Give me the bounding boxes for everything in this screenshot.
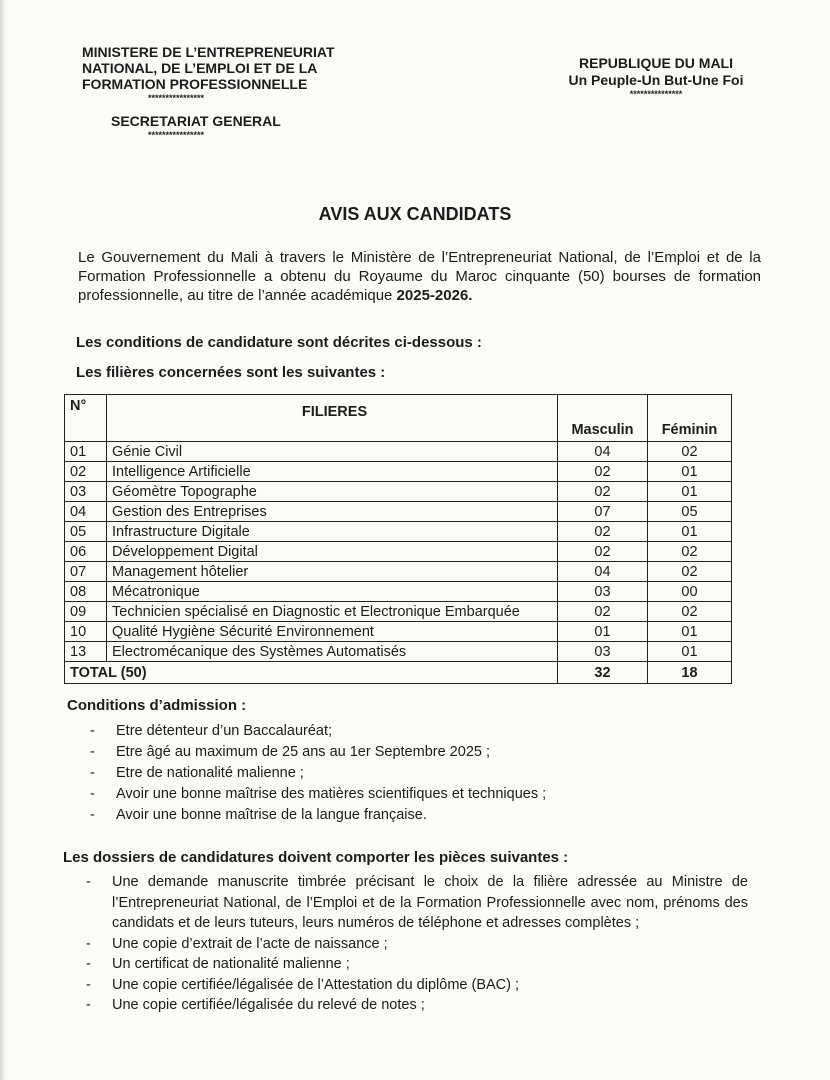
table-row: [65, 542, 732, 562]
row-filiere: Management hôtelier: [107, 562, 558, 582]
row-feminin: 01: [648, 642, 732, 662]
national-motto: Un Peuple-Un But-Une Foi: [568, 72, 744, 88]
list-item: - Avoir une bonne maîtrise des matières scientifiques et techniques ;: [90, 784, 650, 805]
list-item: - Une copie certifiée/légalisée du relevé de notes ;: [86, 995, 748, 1016]
row-masculin: 02: [558, 542, 648, 562]
document-title: AVIS AUX CANDIDATS: [318, 204, 512, 224]
secretariat-general: SECRETARIAT GENERAL: [111, 113, 281, 129]
row-number: 04: [65, 502, 107, 522]
row-feminin: 02: [648, 542, 732, 562]
row-filiere: Infrastructure Digitale: [107, 522, 558, 542]
intro-paragraph: [78, 248, 761, 305]
table-row: [65, 622, 732, 642]
row-feminin: 02: [648, 442, 732, 462]
header-masculin: Masculin: [558, 395, 648, 442]
header-feminin: Féminin: [648, 395, 732, 442]
table-header-row: [65, 395, 732, 442]
row-masculin: 02: [558, 462, 648, 482]
row-masculin: 04: [558, 442, 648, 462]
row-masculin: 03: [558, 642, 648, 662]
row-number: 03: [65, 482, 107, 502]
row-filiere: Développement Digital: [107, 542, 558, 562]
table-row: [65, 502, 732, 522]
row-number: 08: [65, 582, 107, 602]
row-feminin: 00: [648, 582, 732, 602]
header-number: N°: [65, 395, 107, 442]
table-row: [65, 462, 732, 482]
ministry-header: [82, 44, 352, 141]
row-feminin: 01: [648, 462, 732, 482]
list-item: - Etre de nationalité malienne ;: [90, 763, 650, 784]
row-filiere: Géomètre Topographe: [107, 482, 558, 502]
row-filiere: Mécatronique: [107, 582, 558, 602]
row-feminin: 02: [648, 562, 732, 582]
dossiers-heading: Les dossiers de candidatures doivent comporter les pièces suivantes :: [63, 849, 569, 866]
stars-divider: ****************: [148, 93, 205, 103]
list-item: - Avoir une bonne maîtrise de la langue française.: [90, 805, 650, 826]
admission-heading: Conditions d’admission :: [67, 697, 247, 714]
row-filiere: Génie Civil: [107, 442, 558, 462]
row-masculin: 01: [558, 622, 648, 642]
table-row: [65, 522, 732, 542]
row-number: 06: [65, 542, 107, 562]
header-filieres: FILIERES: [107, 395, 558, 442]
row-masculin: 03: [558, 582, 648, 602]
ministry-line-3: FORMATION PROFESSIONNELLE: [82, 76, 308, 92]
row-number: 05: [65, 522, 107, 542]
row-masculin: 07: [558, 502, 648, 522]
stars-divider: ***************: [629, 89, 683, 99]
row-number: 02: [65, 462, 107, 482]
row-masculin: 02: [558, 482, 648, 502]
republic-header: [558, 55, 754, 100]
list-item: - Un certificat de nationalité malienne ;: [86, 954, 748, 975]
table-row: [65, 582, 732, 602]
row-filiere: Technicien spécialisé en Diagnostic et Electronique Embarquée: [107, 602, 558, 622]
total-feminin: 18: [648, 662, 732, 684]
table-row: [65, 642, 732, 662]
total-row: [65, 662, 732, 684]
list-item: - Une demande manuscrite timbrée précisant le choix de la filière adressée au Ministre de l’Entrepreneuriat National, de l’Emploi et de la Formation Professionnelle avec nom, prénoms des candidats et de leurs tuteurs, leurs numéros de téléphone et adresses complètes ;: [86, 872, 748, 934]
row-feminin: 01: [648, 482, 732, 502]
row-filiere: Qualité Hygiène Sécurité Environnement: [107, 622, 558, 642]
row-number: 09: [65, 602, 107, 622]
total-label: TOTAL (50): [65, 662, 558, 684]
row-masculin: 02: [558, 602, 648, 622]
row-filiere: Intelligence Artificielle: [107, 462, 558, 482]
row-feminin: 05: [648, 502, 732, 522]
stars-divider: ****************: [148, 130, 205, 140]
intro-text: Le Gouvernement du Mali à travers le Ministère de l’Entrepreneuriat National, de l’Emploi et de la Formation Professionnelle a obtenu du Royaume du Maroc cinquante (50) bourses de formation professionnelle, au titre de l’année académique: [78, 249, 761, 304]
row-number: 07: [65, 562, 107, 582]
filieres-table: [64, 394, 732, 684]
row-filiere: Gestion des Entreprises: [107, 502, 558, 522]
row-masculin: 04: [558, 562, 648, 582]
dossiers-list: [86, 872, 748, 1016]
table-row: [65, 442, 732, 462]
row-filiere: Electromécanique des Systèmes Automatisés: [107, 642, 558, 662]
ministry-line-1: MINISTERE DE L’ENTREPRENEURIAT: [82, 44, 335, 60]
list-item: - Etre âgé au maximum de 25 ans au 1er Septembre 2025 ;: [90, 742, 650, 763]
table-row: [65, 602, 732, 622]
country-name: REPUBLIQUE DU MALI: [579, 55, 733, 71]
filieres-heading: Les filières concernées sont les suivantes :: [76, 364, 386, 381]
row-number: 13: [65, 642, 107, 662]
row-feminin: 01: [648, 522, 732, 542]
list-item: - Une copie certifiée/légalisée de l’Attestation du diplôme (BAC) ;: [86, 975, 748, 996]
academic-year: 2025-2026.: [396, 287, 473, 304]
conditions-heading: Les conditions de candidature sont décrites ci-dessous :: [76, 334, 482, 351]
ministry-line-2: NATIONAL, DE L’EMPLOI ET DE LA: [82, 60, 318, 76]
list-item: - Etre détenteur d’un Baccalauréat;: [90, 721, 650, 742]
row-number: 10: [65, 622, 107, 642]
row-feminin: 01: [648, 622, 732, 642]
list-item: - Une copie d’extrait de l’acte de naissance ;: [86, 934, 748, 955]
row-feminin: 02: [648, 602, 732, 622]
table-row: [65, 562, 732, 582]
row-number: 01: [65, 442, 107, 462]
table-row: [65, 482, 732, 502]
total-masculin: 32: [558, 662, 648, 684]
admission-list: [90, 721, 650, 826]
row-masculin: 02: [558, 522, 648, 542]
